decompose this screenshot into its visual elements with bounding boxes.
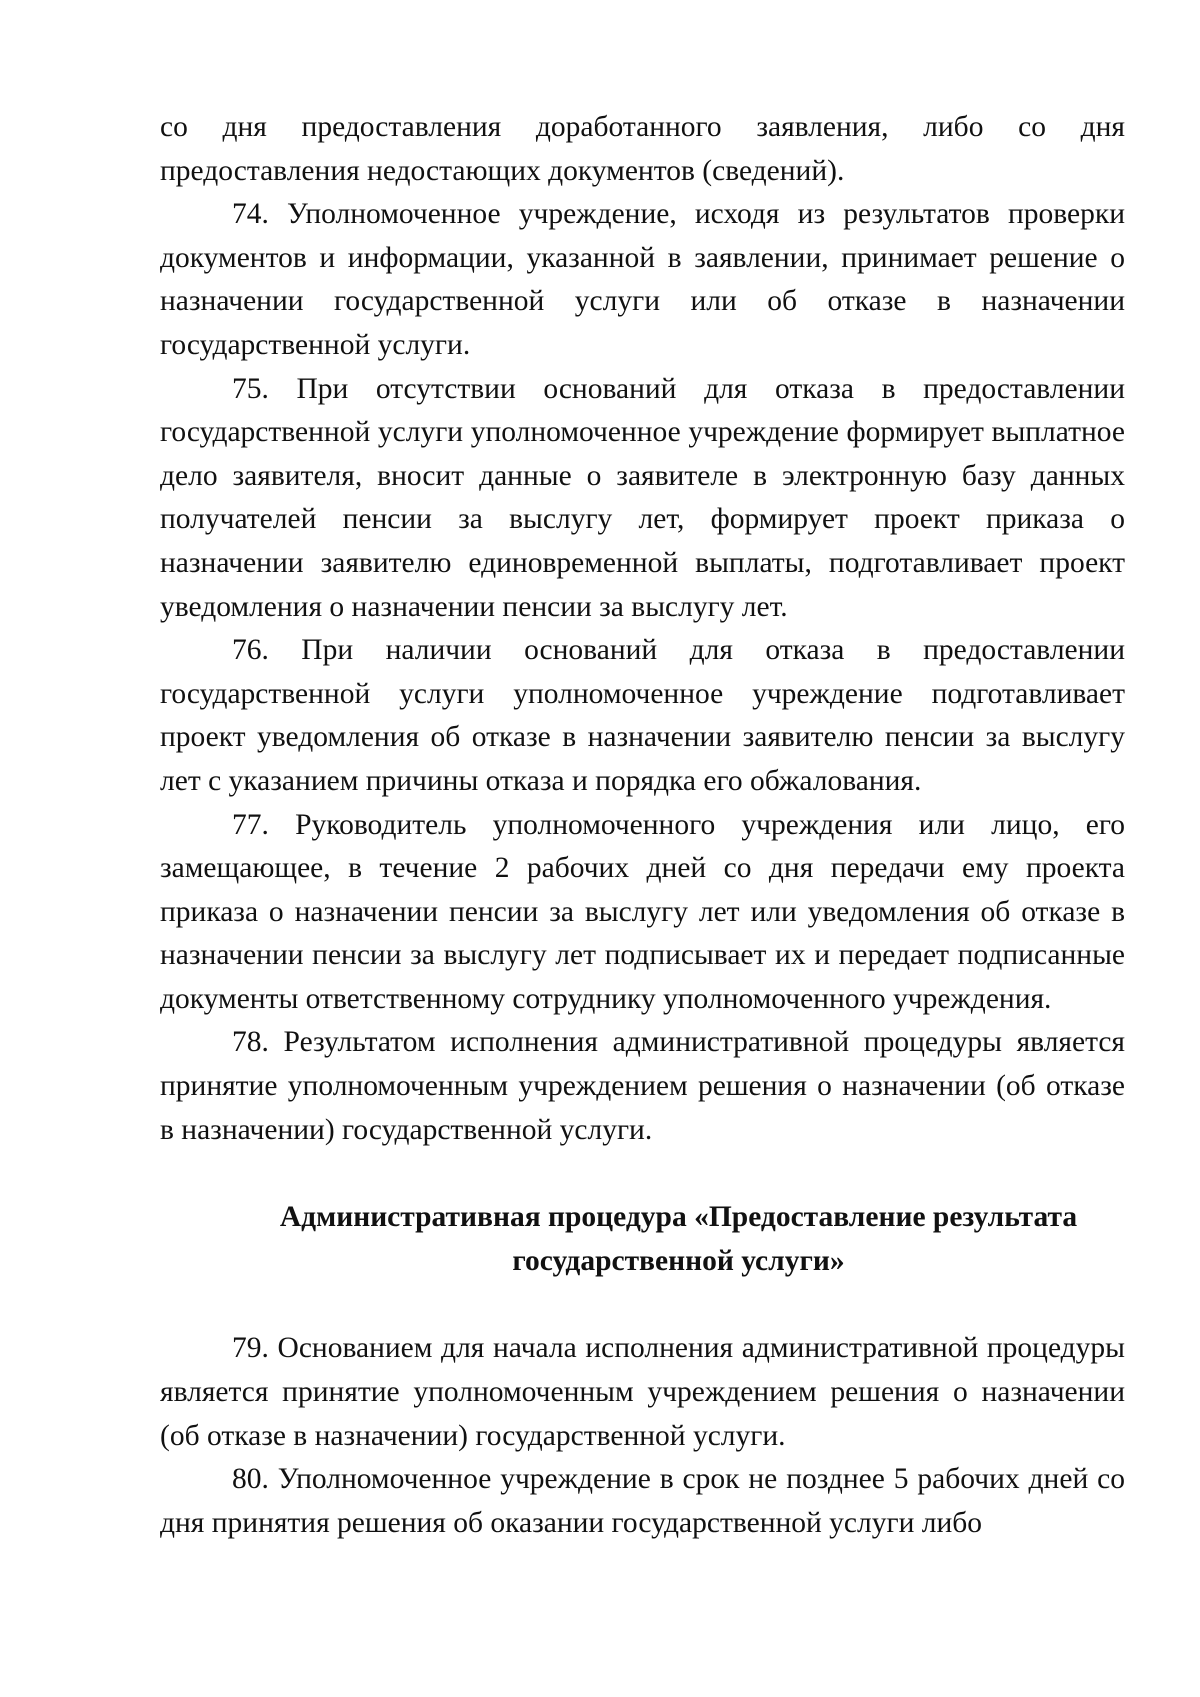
- section-heading: [160, 1196, 1125, 1283]
- paragraph-76: 76. При наличии оснований для отказа в предоставлении государственной услуги уполномоченное учреждение подготавливает проект уведомления об отказе в назначении заявителю пенсии за выслугу лет с указанием причины отказа и порядка его обжалования.: [160, 634, 1125, 797]
- paragraph-78: 78. Результатом исполнения административной процедуры является принятие уполномоченным учреждением решения о назначении (об отказе в назначении) государственной услуги.: [160, 1026, 1125, 1146]
- section-heading-line-1: Административная процедура «Предоставление результата: [279, 1201, 1078, 1234]
- paragraph-continuation: со дня предоставления доработанного заявления, либо со дня предоставления недостающих документов (сведений).: [160, 111, 1125, 187]
- paragraph-80: 80. Уполномоченное учреждение в срок не позднее 5 рабочих дней со дня принятия решения об оказании государственной услуги либо: [160, 1463, 1125, 1539]
- paragraph-77: 77. Руководитель уполномоченного учреждения или лицо, его замещающее, в течение 2 рабочих дней со дня передачи ему проекта приказа о назначении пенсии за выслугу лет или уведомления об отказе в назначении пенсии за выслугу лет подписывает их и передает подписанные документы ответственному сотруднику уполномоченного учреждения.: [160, 808, 1125, 1015]
- paragraph-74: 74. Уполномоченное учреждение, исходя из результатов проверки документов и информации, указанной в заявлении, принимает решение о назначении государственной услуги или об отказе в назначении государственной услуги.: [160, 198, 1125, 361]
- paragraph-75: 75. При отсутствии оснований для отказа в предоставлении государственной услуги уполномоченное учреждение формирует выплатное дело заявителя, вносит данные о заявителе в электронную базу данных получателей пенсии за выслугу лет, формирует проект приказа о назначении заявителю единовременной выплаты, подготавливает проект уведомления о назначении пенсии за выслугу лет.: [160, 372, 1125, 623]
- spacer: [160, 1283, 1125, 1327]
- paragraph-79: 79. Основанием для начала исполнения административной процедуры является принятие уполномоченным учреждением решения о назначении (об отказе в назначении) государственной услуги.: [160, 1332, 1125, 1452]
- section-heading-line-2: государственной услуги»: [512, 1244, 845, 1277]
- spacer: [160, 1152, 1125, 1196]
- document-body: [160, 106, 1125, 1545]
